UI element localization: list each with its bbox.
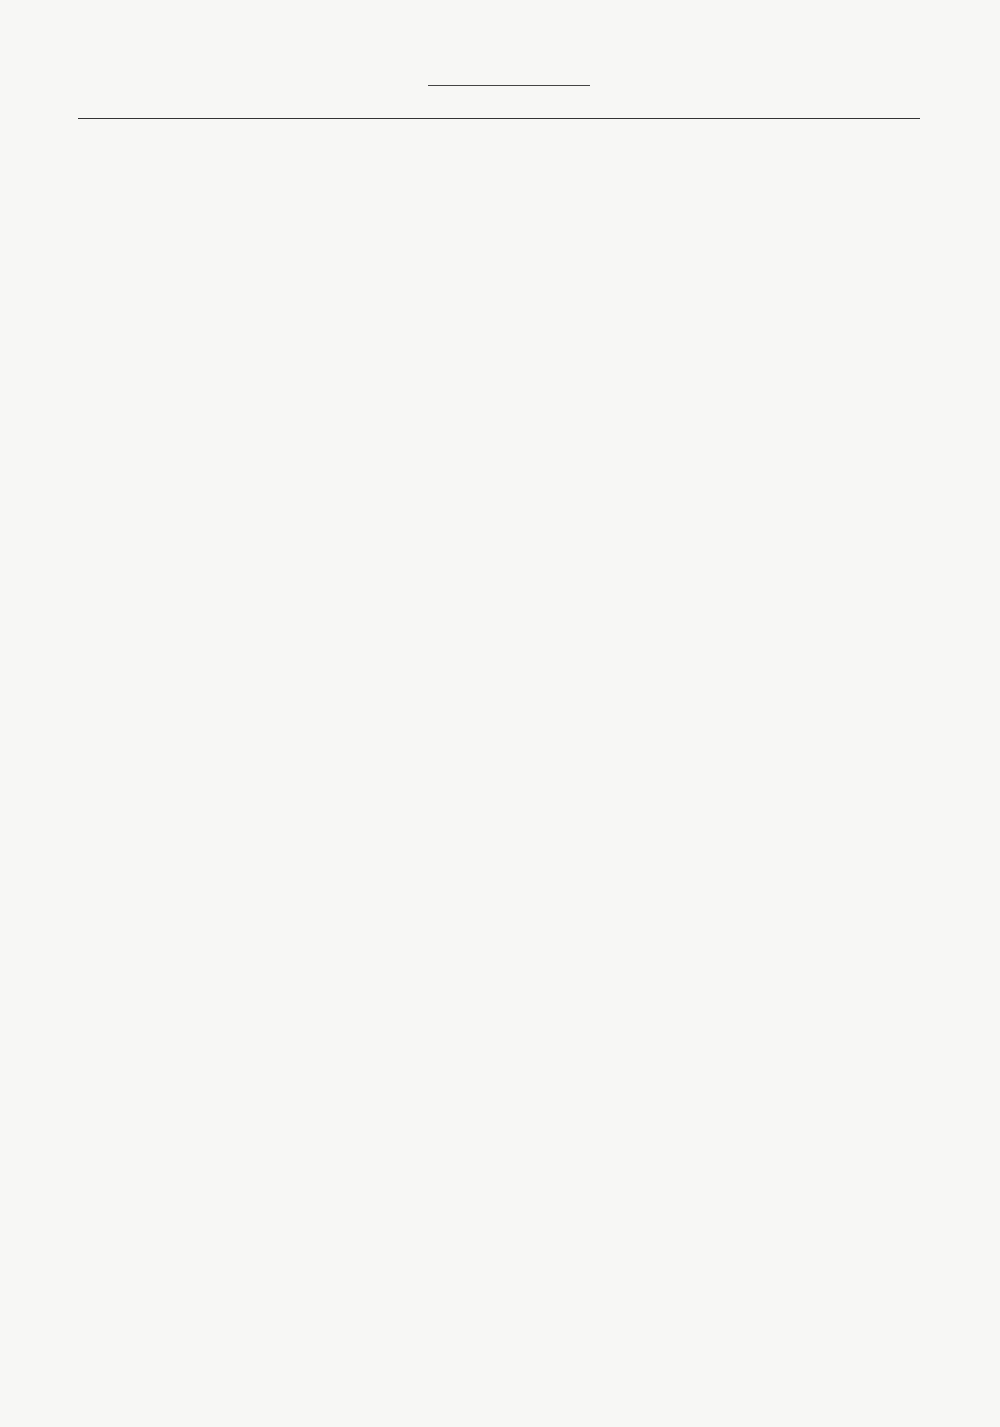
header-rule <box>78 118 920 119</box>
header-temp-underline <box>428 85 590 86</box>
weather-report-sheet <box>78 50 920 1400</box>
